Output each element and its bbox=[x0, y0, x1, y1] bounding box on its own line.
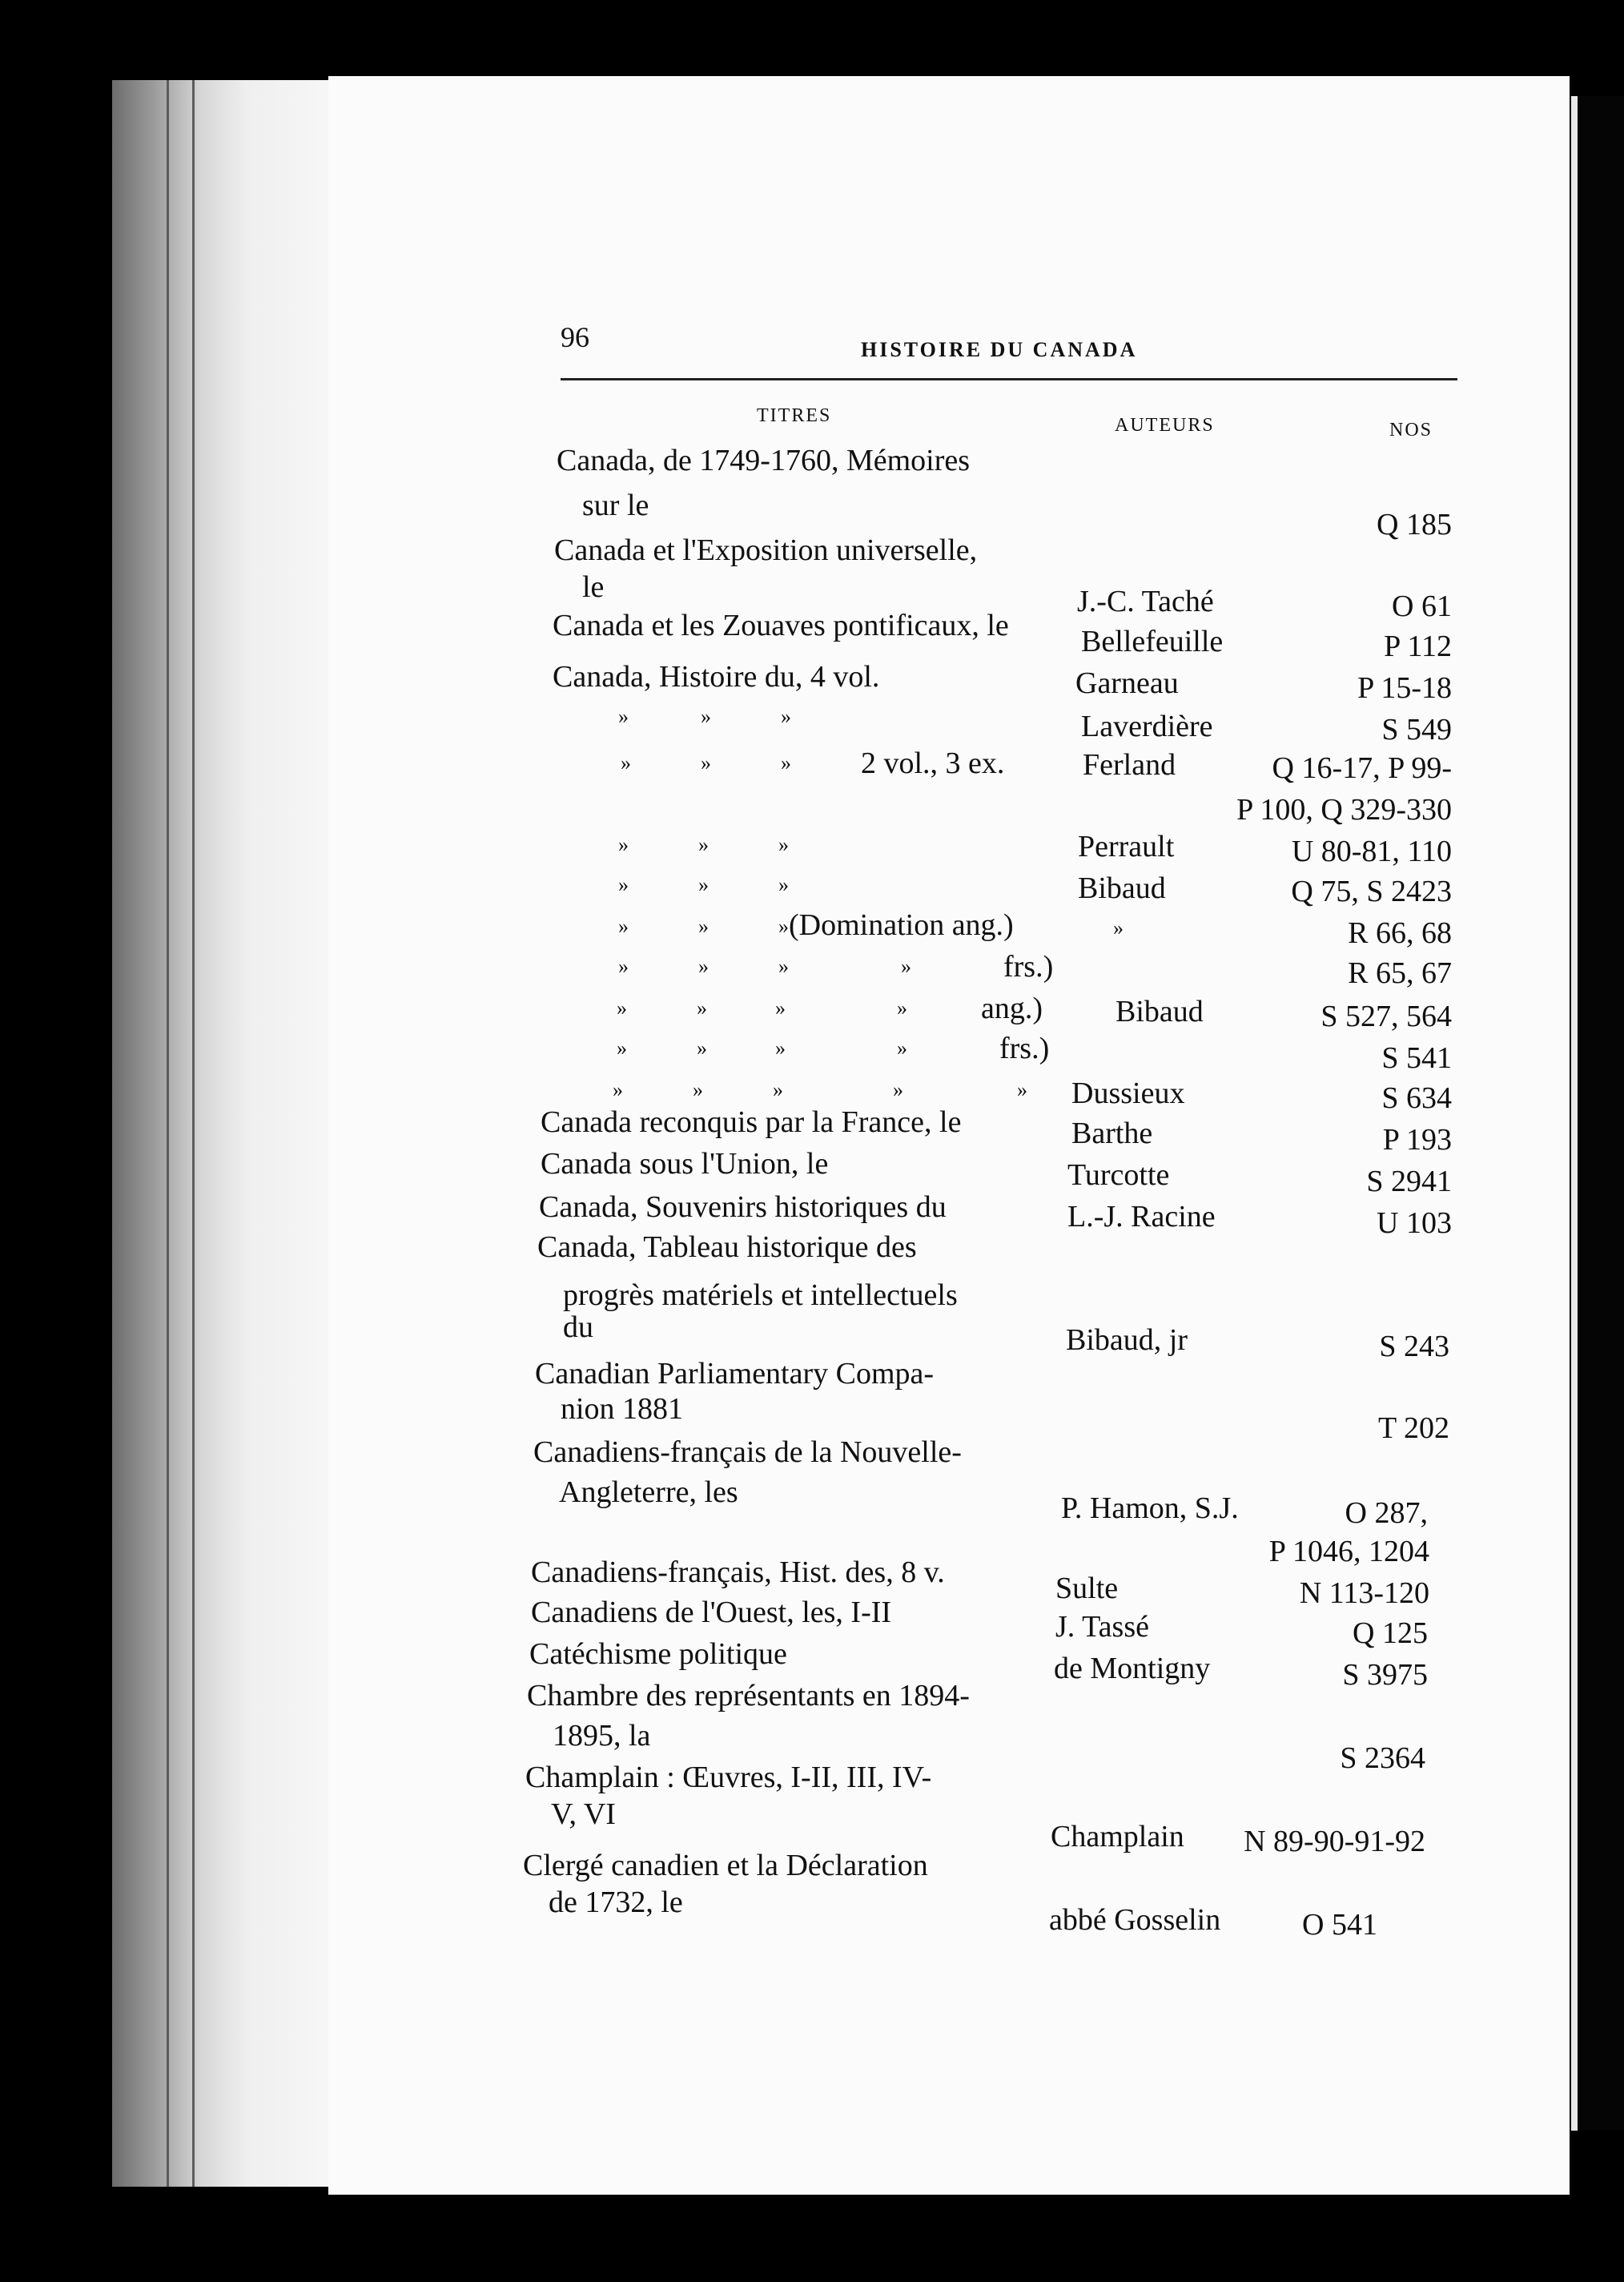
entry-title: ang.) bbox=[981, 992, 1043, 1025]
ditto-mark: » bbox=[897, 1036, 907, 1060]
entry-author: Champlain bbox=[1051, 1820, 1184, 1853]
entry-number: P 112 bbox=[1384, 630, 1452, 663]
entry-title: Canada reconquis par la France, le bbox=[541, 1105, 962, 1139]
ditto-mark: » bbox=[778, 955, 789, 978]
column-header-auteurs: AUTEURS bbox=[1115, 415, 1215, 436]
column-header-titres: TITRES bbox=[757, 405, 832, 426]
entry-title: (Domination ang.) bbox=[789, 908, 1014, 942]
entry-title: Canadiens-français, Hist. des, 8 v. bbox=[531, 1556, 945, 1589]
entry-title: 2 vol., 3 ex. bbox=[861, 747, 1005, 780]
entry-title: Clergé canadien et la Déclaration bbox=[523, 1849, 928, 1882]
entry-title-cont: de 1732, le bbox=[549, 1886, 683, 1919]
ditto-mark: » bbox=[1113, 916, 1124, 940]
entry-author: L.-J. Racine bbox=[1067, 1200, 1216, 1234]
entry-number: Q 125 bbox=[1353, 1616, 1428, 1650]
entry-author: J. Tassé bbox=[1055, 1610, 1149, 1644]
ditto-mark: » bbox=[618, 833, 629, 856]
entry-number: Q 75, S 2423 bbox=[1291, 875, 1452, 908]
entry-title-cont: 1895, la bbox=[553, 1719, 651, 1753]
spine-line bbox=[167, 80, 169, 2187]
running-title: HISTOIRE DU CANADA bbox=[861, 338, 1138, 361]
ditto-mark: » bbox=[773, 1078, 783, 1101]
entry-author: Garneau bbox=[1075, 666, 1179, 700]
ditto-mark: » bbox=[778, 915, 789, 938]
book-spine bbox=[112, 80, 336, 2187]
entry-title-cont: du bbox=[563, 1310, 593, 1344]
entry-number: S 2364 bbox=[1340, 1741, 1425, 1775]
entry-author: Bibaud, jr bbox=[1066, 1323, 1188, 1357]
ditto-mark: » bbox=[698, 873, 709, 896]
entry-title-cont: V, VI bbox=[551, 1797, 616, 1831]
entry-author: Laverdière bbox=[1081, 710, 1213, 743]
ditto-mark: » bbox=[1017, 1078, 1027, 1101]
ditto-mark: » bbox=[781, 751, 791, 775]
ditto-mark: » bbox=[701, 705, 711, 728]
ditto-mark: » bbox=[618, 873, 629, 896]
entry-author: Bibaud bbox=[1115, 995, 1204, 1028]
entry-number: O 61 bbox=[1392, 590, 1452, 623]
entry-title: Canada et les Zouaves pontificaux, le bbox=[553, 609, 1009, 642]
ditto-mark: » bbox=[897, 996, 907, 1020]
entry-number: P 193 bbox=[1382, 1123, 1452, 1157]
entry-title: frs.) bbox=[1003, 950, 1054, 984]
entry-title: Canada, Histoire du, 4 vol. bbox=[553, 660, 880, 694]
entry-title: Canada, Souvenirs historiques du bbox=[539, 1190, 947, 1224]
entry-title: Canada et l'Exposition universelle, bbox=[554, 533, 978, 567]
page-number: 96 bbox=[561, 321, 589, 353]
entry-title-cont: sur le bbox=[582, 489, 649, 522]
ditto-mark: » bbox=[778, 833, 789, 856]
ditto-mark: » bbox=[701, 751, 711, 775]
entry-author: Dussieux bbox=[1071, 1077, 1185, 1110]
entry-number: S 527, 564 bbox=[1321, 1000, 1452, 1033]
entry-number: Q 16-17, P 99- bbox=[1272, 751, 1452, 785]
ditto-mark: » bbox=[613, 1078, 623, 1101]
ditto-mark: » bbox=[698, 955, 709, 978]
ditto-mark: » bbox=[697, 996, 707, 1020]
entry-author: Sulte bbox=[1055, 1572, 1119, 1605]
entry-author: Turcotte bbox=[1067, 1158, 1170, 1192]
entry-title: Chambre des représentants en 1894- bbox=[527, 1679, 970, 1713]
spine-line bbox=[192, 80, 195, 2187]
entry-number: R 65, 67 bbox=[1348, 956, 1452, 990]
entry-title: frs.) bbox=[999, 1032, 1050, 1065]
entry-author: Bellefeuille bbox=[1081, 625, 1224, 658]
ditto-mark: » bbox=[618, 915, 629, 938]
entry-author: P. Hamon, S.J. bbox=[1061, 1491, 1239, 1525]
ditto-mark: » bbox=[621, 751, 631, 775]
ditto-mark: » bbox=[775, 996, 786, 1020]
header-rule bbox=[561, 378, 1457, 380]
entry-number: P 15-18 bbox=[1357, 671, 1452, 705]
entry-number: O 541 bbox=[1302, 1908, 1377, 1942]
entry-title: Canadiens-français de la Nouvelle- bbox=[533, 1435, 962, 1469]
ditto-mark: » bbox=[901, 955, 911, 978]
entry-number: S 634 bbox=[1381, 1081, 1452, 1115]
entry-number: N 113-120 bbox=[1299, 1576, 1429, 1610]
entry-title: Canada, de 1749-1760, Mémoires bbox=[557, 444, 971, 477]
entry-author: J.-C. Taché bbox=[1077, 585, 1214, 618]
ditto-mark: » bbox=[618, 955, 629, 978]
entry-author: Ferland bbox=[1083, 748, 1176, 782]
ditto-mark: » bbox=[693, 1078, 703, 1101]
entry-title: Canadiens de l'Ouest, les, I-II bbox=[531, 1596, 892, 1629]
entry-number-cont: P 1046, 1204 bbox=[1268, 1535, 1429, 1568]
entry-number: S 243 bbox=[1379, 1330, 1449, 1363]
entry-number: N 89-90-91-92 bbox=[1244, 1825, 1425, 1858]
entry-author: de Montigny bbox=[1054, 1652, 1211, 1685]
entry-number: S 3975 bbox=[1342, 1658, 1428, 1692]
entry-number: S 2941 bbox=[1366, 1165, 1452, 1198]
entry-number: O 287, bbox=[1345, 1496, 1428, 1530]
entry-title-cont: nion 1881 bbox=[561, 1392, 684, 1426]
entry-author: abbé Gosselin bbox=[1049, 1903, 1221, 1937]
column-header-nos: NOS bbox=[1389, 420, 1433, 441]
entry-number: R 66, 68 bbox=[1348, 916, 1452, 950]
entry-title: Canadian Parliamentary Compa- bbox=[535, 1357, 935, 1391]
entry-title: Catéchisme politique bbox=[529, 1637, 787, 1671]
entry-title-cont: le bbox=[582, 570, 605, 604]
entry-title-cont: progrès matériels et intellectuels bbox=[563, 1278, 958, 1312]
page-edge-strip bbox=[1571, 96, 1578, 2131]
entry-number: T 202 bbox=[1377, 1411, 1449, 1445]
entry-number: U 80-81, 110 bbox=[1291, 835, 1452, 868]
entry-title: Canada sous l'Union, le bbox=[541, 1147, 829, 1181]
entry-title: Canada, Tableau historique des bbox=[537, 1230, 917, 1264]
ditto-mark: » bbox=[697, 1036, 707, 1060]
ditto-mark: » bbox=[893, 1078, 903, 1101]
entry-author: Barthe bbox=[1071, 1117, 1153, 1150]
ditto-mark: » bbox=[781, 705, 791, 728]
entry-title: Champlain : Œuvres, I-II, III, IV- bbox=[525, 1761, 932, 1794]
entry-author: Bibaud bbox=[1078, 871, 1166, 905]
ditto-mark: » bbox=[698, 833, 709, 856]
ditto-mark: » bbox=[698, 915, 709, 938]
entry-number: S 549 bbox=[1381, 713, 1452, 747]
entry-number-cont: P 100, Q 329-330 bbox=[1236, 793, 1452, 827]
ditto-mark: » bbox=[775, 1036, 786, 1060]
entry-number: Q 185 bbox=[1377, 508, 1452, 541]
ditto-mark: » bbox=[617, 1036, 627, 1060]
entry-number: U 103 bbox=[1377, 1206, 1452, 1240]
entry-number: S 541 bbox=[1381, 1041, 1452, 1075]
entry-title-cont: Angleterre, les bbox=[559, 1475, 738, 1509]
ditto-mark: » bbox=[778, 873, 789, 896]
ditto-mark: » bbox=[617, 996, 627, 1020]
ditto-mark: » bbox=[618, 705, 629, 728]
entry-author: Perrault bbox=[1078, 830, 1175, 863]
next-page-edge bbox=[1570, 96, 1624, 2131]
